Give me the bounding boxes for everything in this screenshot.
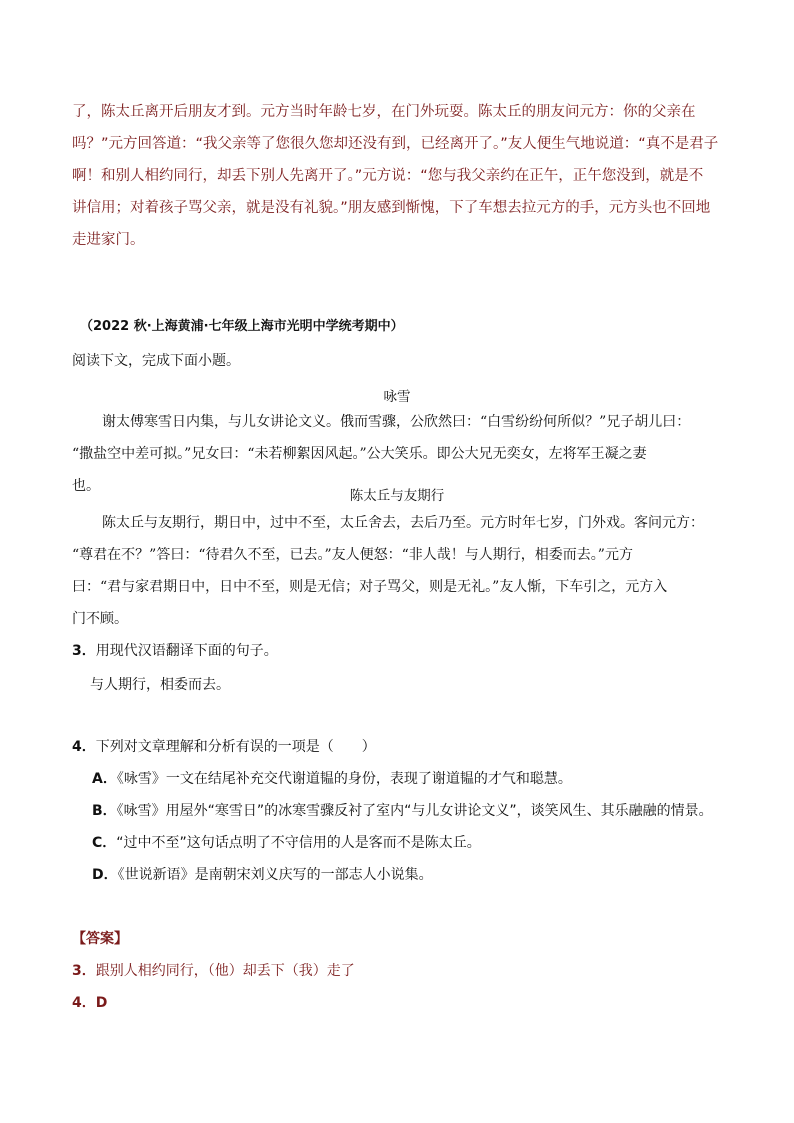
- translation-line: 了，陈太丘离开后朋友才到。元方当时年龄七岁，在门外玩耍。陈太丘的朋友问元方：你的父亲在: [72, 104, 696, 120]
- poem-line: “尊君在不？”答曰：“待君久不至，已去。”友人便怒：“非人哉！与人期行，相委而去。”元方: [72, 547, 633, 563]
- poem-line: 陈太丘与友期行，期日中，过中不至，太丘舍去，去后乃至。元方时年七岁，门外戏。客问元方：: [102, 515, 704, 531]
- question-3: [72, 640, 278, 662]
- poem-line: “撒盐空中差可拟。”兄女曰：“未若柳絮因风起。”公大笑乐。即公大兄无奕女，左将军王凝之妻: [72, 446, 647, 462]
- poem-line: 曰：“君与家君期日中，日中不至，则是无信；对子骂父，则是无礼。”友人惭，下车引之，元方入: [72, 579, 668, 595]
- question-text: 用现代汉语翻译下面的句子。: [95, 643, 278, 659]
- poem-title-yongxue: 咏雪: [383, 389, 411, 405]
- option-a: A．《咏雪》一文在结尾补充交代谢道韫的身份，表现了谢道韫的才气和聪慧。: [92, 771, 572, 787]
- translation-line: 啊！和别人相约同行，却丢下别人先离开了。”元方说：“您与我父亲约在正午，正午您没到，就是不: [72, 168, 704, 184]
- poem-line: 谢太傅寒雪日内集，与儿女讲论文义。俄而雪骤，公欣然曰：“白雪纷纷何所似？”兄子胡儿曰：: [102, 414, 691, 430]
- question-text: 下列对文章理解和分析有误的一项是（ ）: [95, 739, 376, 755]
- question-number: 4．: [72, 739, 96, 755]
- poem-line: 门不顾。: [72, 611, 128, 627]
- question-source: （2022 秋·上海黄浦·七年级上海市光明中学统考期中）: [80, 319, 404, 334]
- answer-4: 4．D: [72, 995, 108, 1011]
- instruction: 阅读下文，完成下面小题。: [72, 353, 240, 369]
- option-d: D．《世说新语》是南朝宋刘义庆写的一部志人小说集。: [92, 867, 433, 883]
- question-4: [72, 736, 376, 758]
- poem-text-chentaiqiu: [72, 507, 736, 635]
- translation-line: 讲信用；对着孩子骂父亲，就是没有礼貌。”朋友感到惭愧，下了车想去拉元方的手，元方头也不回地: [72, 200, 711, 216]
- poem-title-chentaiqiu: 陈太丘与友期行: [349, 488, 445, 504]
- option-b: B．《咏雪》用屋外“寒雪日”的冰寒雪骤反衬了室内“与儿女讲论文义”，谈笑风生、其乐融融的情景。: [92, 803, 713, 819]
- question-3-sentence: 与人期行，相委而去。: [90, 677, 230, 693]
- translation-line: 走进家门。: [72, 232, 145, 248]
- question-number: 3．: [72, 643, 96, 659]
- translation-line: 吗？”元方回答道：“我父亲等了您很久您却还没有到，已经离开了。”友人便生气地说道：“真不是君子: [72, 136, 719, 152]
- option-c: C．“过中不至”这句话点明了不守信用的人是客而不是陈太丘。: [92, 835, 481, 851]
- translation-paragraph: [72, 96, 732, 256]
- answer-label: 【答案】: [72, 931, 128, 947]
- answer-3: 3．跟别人相约同行，（他）却丢下（我）走了: [72, 963, 355, 979]
- poem-line: 也。: [72, 478, 100, 494]
